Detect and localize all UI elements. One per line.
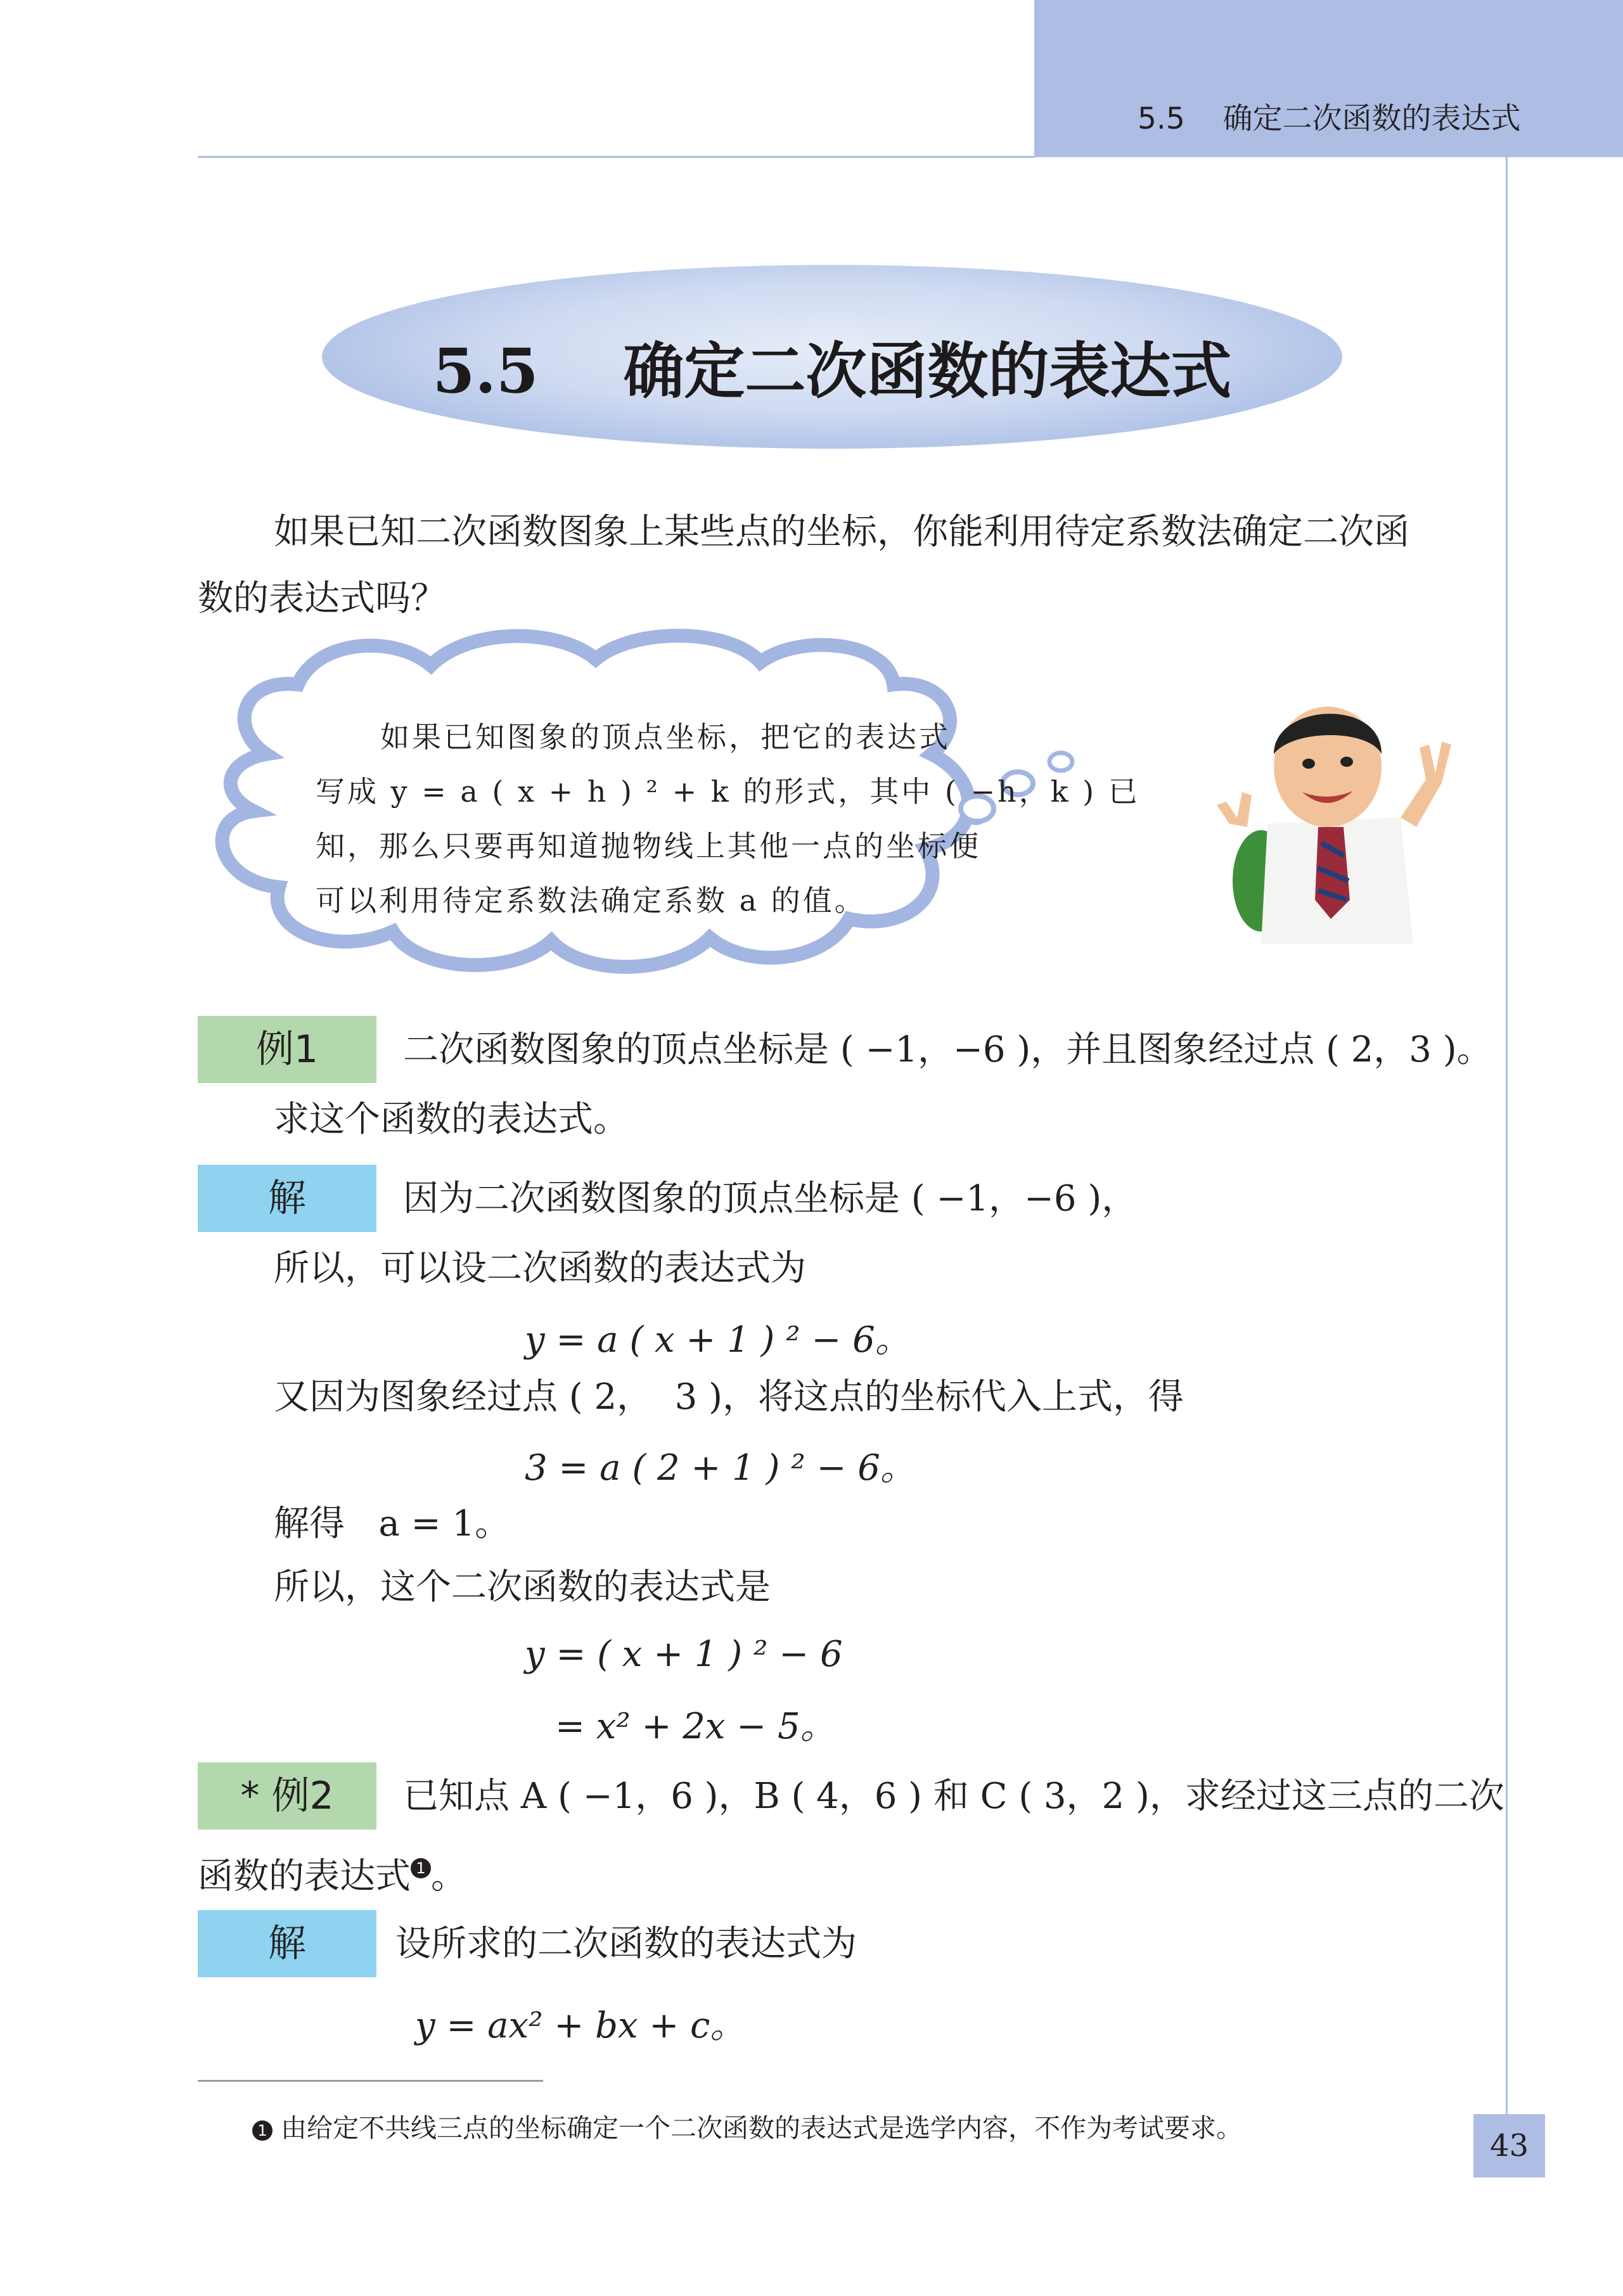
solution-1-equation-4: = x² + 2x − 5。 <box>555 1706 836 1747</box>
intro-line-2: 数的表达式吗？ <box>198 578 446 619</box>
section-title: 5.5 确定二次函数的表达式 <box>432 335 1232 407</box>
margin-rule <box>1506 157 1508 2115</box>
cloud-line-2: 写成 y = a ( x + h ) ² + k 的形式，其中 ( −h，k ) 已 <box>316 774 1140 809</box>
page-number: 43 <box>1473 2114 1545 2177</box>
footnote-rule <box>198 2080 543 2082</box>
cloud-line-3: 知，那么只要再知道抛物线上其他一点的坐标便 <box>316 829 981 863</box>
intro-line-1: 如果已知二次函数图象上某些点的坐标，你能利用待定系数法确定二次函 <box>274 511 1409 553</box>
footnote-marker: 1 <box>252 2120 273 2141</box>
solution-1-line-5: 所以，这个二次函数的表达式是 <box>274 1567 771 1608</box>
solution-2-tag: 解 <box>198 1910 376 1977</box>
example-2-tag: * 例2 <box>198 1762 376 1830</box>
example-1-tag: 例1 <box>198 1016 376 1083</box>
solution-1-equation-3: y = ( x + 1 ) ² − 6 <box>525 1634 843 1675</box>
example-2-line-2: 函数的表达式 $^1$ 。 <box>198 1856 466 1897</box>
example-1-line-1: 二次函数图象的顶点坐标是 ( −1，−6 )，并且图象经过点 ( 2，3 )。 <box>403 1029 1492 1070</box>
footnote <box>252 2107 1242 2145</box>
example-2-line-1: 已知点 A ( −1，6 )，B ( 4，6 ) 和 C ( 3，2 )，求经过这三点的二次 <box>403 1776 1504 1817</box>
example-1-line-2: 求这个函数的表达式。 <box>274 1099 629 1140</box>
solution-2-equation-1: y = ax² + bx + c。 <box>415 2005 746 2046</box>
solution-1-line-3: 又因为图象经过点 ( 2， 3 )，将这点的坐标代入上式，得 <box>274 1376 1184 1418</box>
cloud-line-1: 如果已知图象的顶点坐标，把它的表达式 <box>380 720 951 754</box>
footnote-text: 由给定不共线三点的坐标确定一个二次函数的表达式是选学内容，不作为考试要求。 <box>281 2113 1243 2143</box>
cloud-line-4: 可以利用待定系数法确定系数 a 的值。 <box>316 883 866 918</box>
footnote-reference: 1 <box>411 1858 431 1878</box>
solution-1-equation-2: 3 = a ( 2 + 1 ) ² − 6。 <box>525 1447 916 1489</box>
solution-2-line-1: 设所求的二次函数的表达式为 <box>395 1923 857 1965</box>
solution-1-tag: 解 <box>198 1165 376 1232</box>
solution-1-equation-1: y = a ( x + 1 ) ² − 6。 <box>525 1319 911 1361</box>
solution-1-line-1: 因为二次函数图象的顶点坐标是 ( −1，−6 )， <box>403 1178 1138 1219</box>
solution-1-line-2: 所以，可以设二次函数的表达式为 <box>274 1248 806 1289</box>
boy-illustration <box>1191 691 1470 944</box>
running-header: 5.5 确定二次函数的表达式 <box>1138 101 1521 136</box>
header-rule <box>198 156 1034 158</box>
solution-1-line-4: 解得 a = 1。 <box>274 1503 510 1544</box>
